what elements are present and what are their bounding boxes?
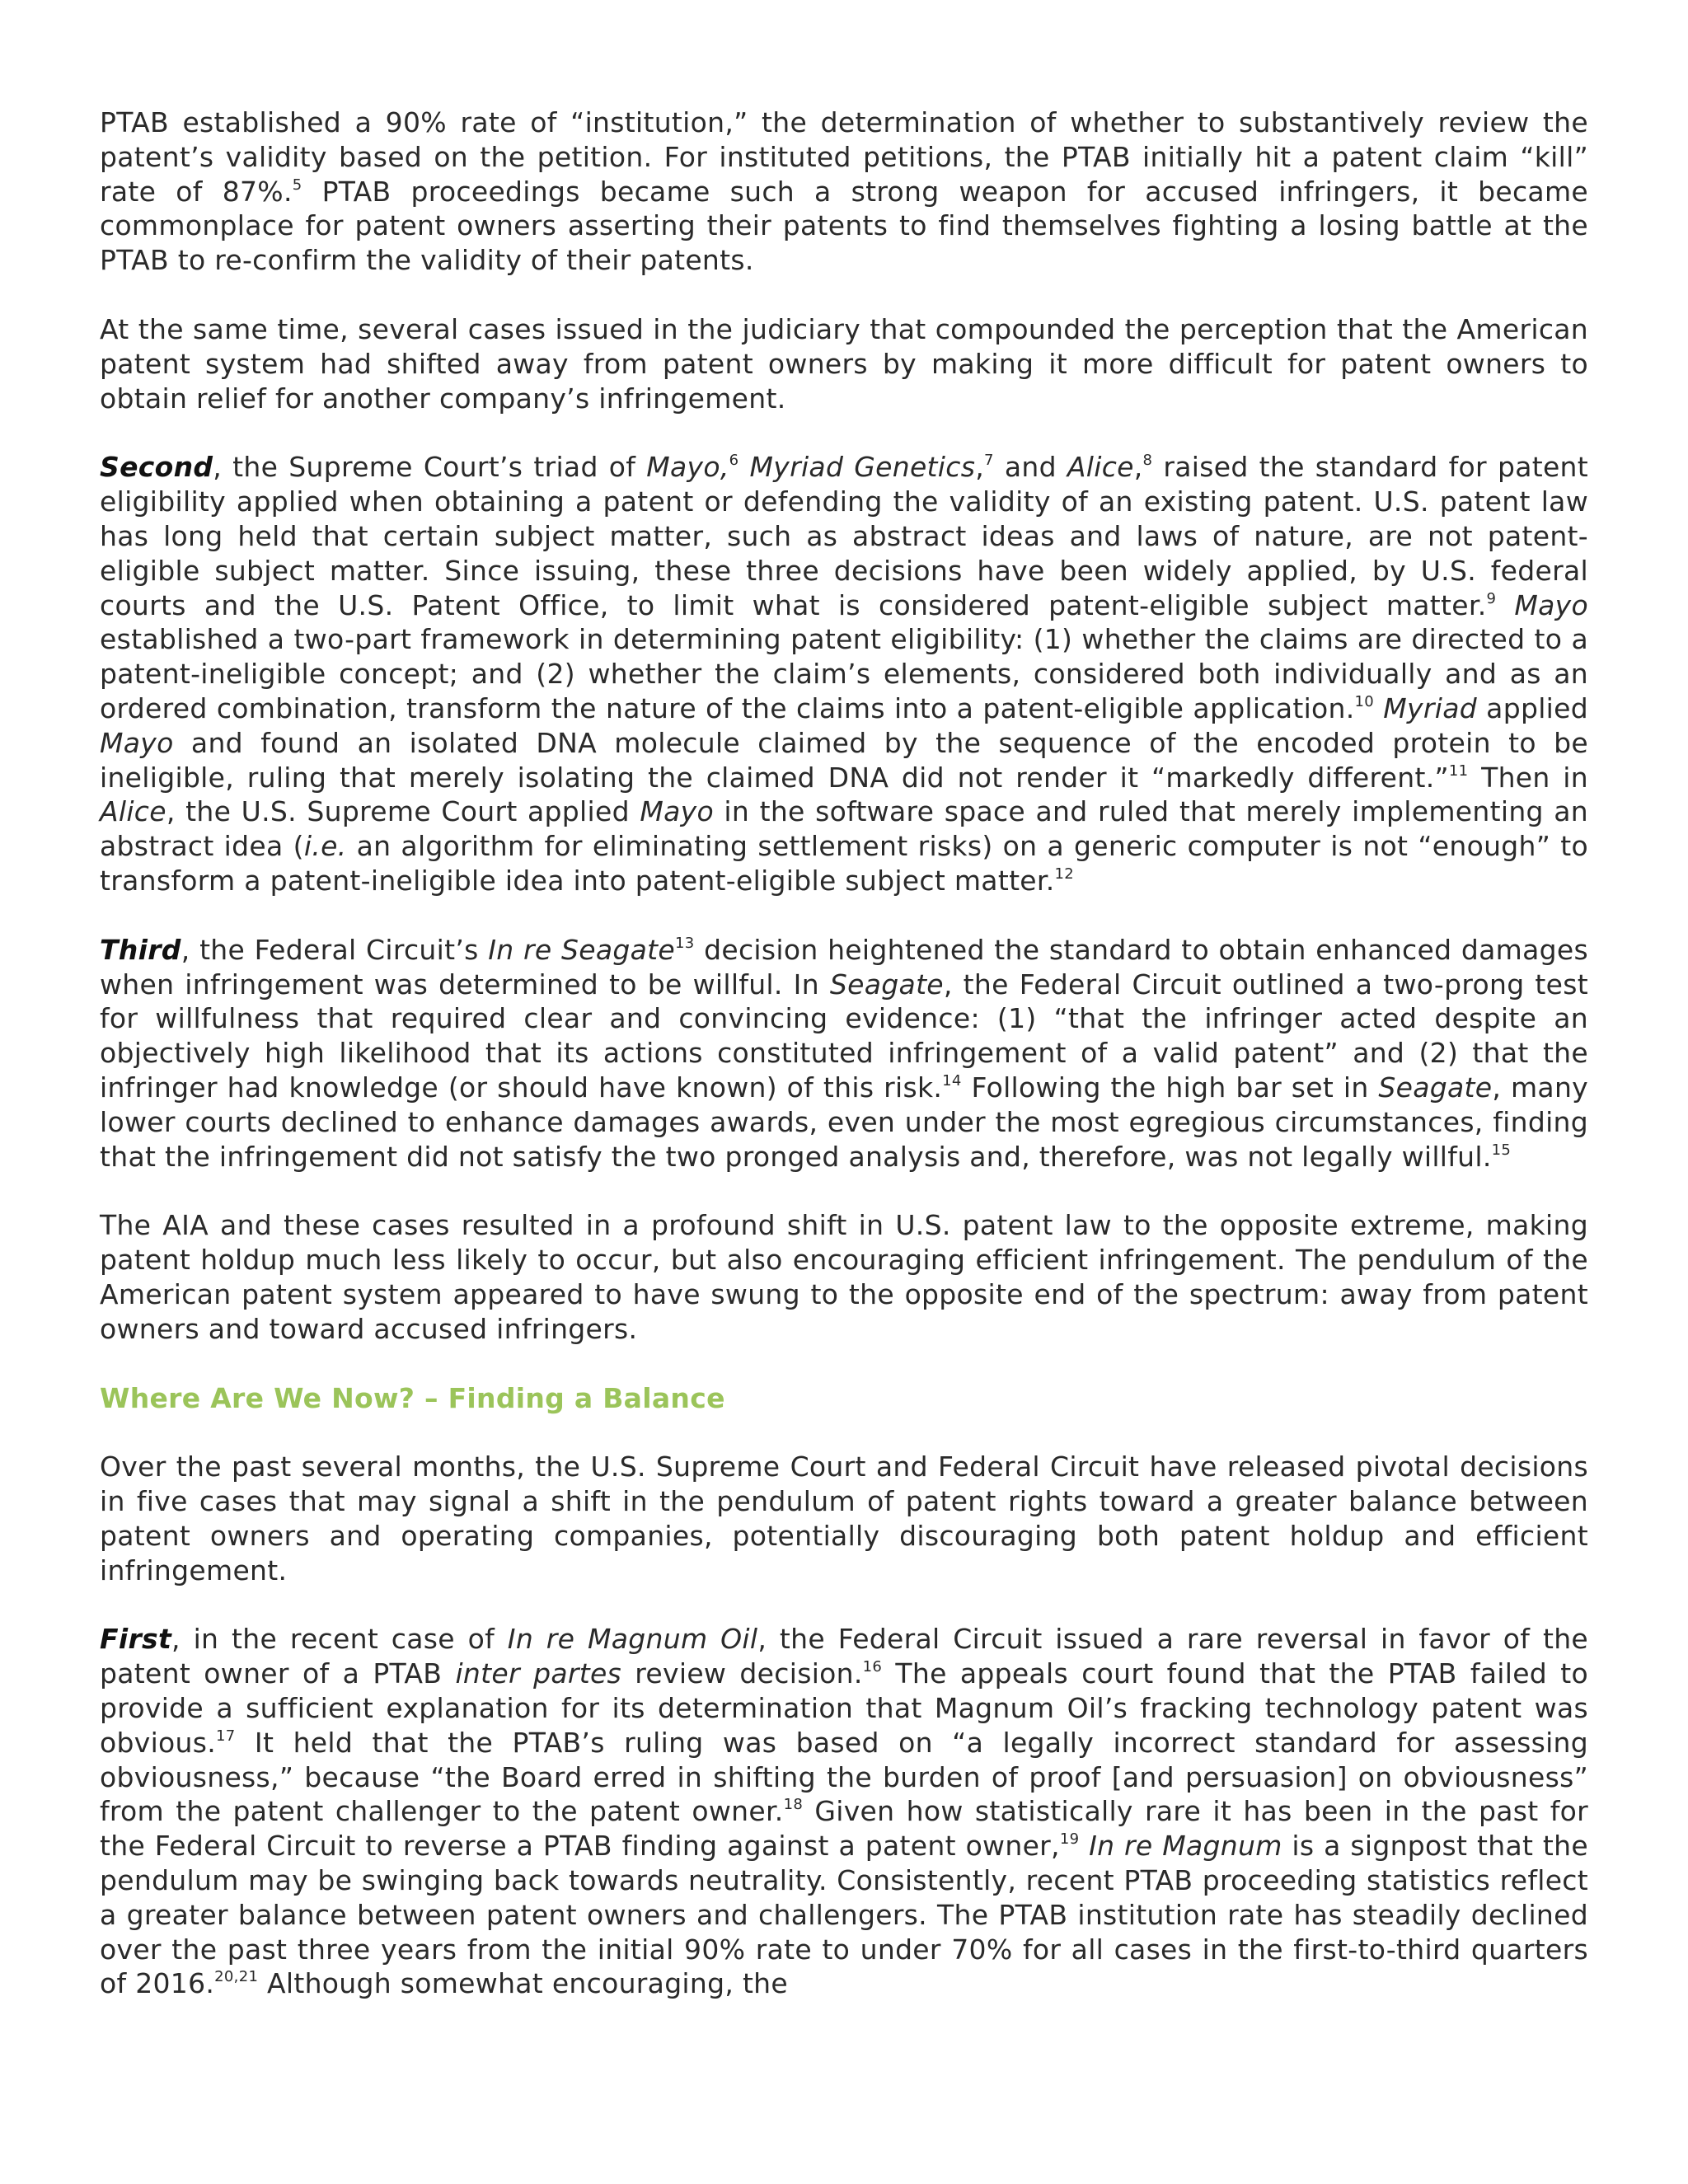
footnote-ref[interactable]: 15 xyxy=(1491,1141,1512,1159)
paragraph-second: Second, the Supreme Court’s triad of Mayo,$^6$ Myriad Genetics,$^7$ and Alice,$^8$ raised the standard for patent eligibility applied when obtaining a patent or defending the validity of an existing patent. U.S. patent law has long held that certain subject matter, such as abstract ideas and laws of nature, are not patent-eligible subject matter. Since issuing, these three decisions have been widely applied, by U.S. federal courts and the U.S. Patent Office, to limit what is considered patent-eligible subject matter.$^9$ Mayo established a two-part framework in determining patent eligibility: (1) whether the claims are directed to a patent-ineligible concept; and (2) whether the claim’s elements, considered both individually and as an ordered combination, transform the nature of the claims into a patent-eligible application.$^{10}$ Myriad applied Mayo and found an isolated DNA molecule claimed by the sequence of the encoded protein to be ineligible, ruling that merely isolating the claimed DNA did not render it “markedly different.”$^{11}$ Then in Alice, the U.S. Supreme Court applied Mayo in the software space and ruled that merely implementing an abstract idea (i.e. an algorithm for eliminating settlement risks) on a generic computer is not “enough” to transform a patent-ineligible idea into patent-eligible subject matter.$^{12}$ xyxy=(100,451,1589,897)
paragraph-first: First, in the recent case of In re Magnum Oil, the Federal Circuit issued a rare reversal in favor of the patent owner of a PTAB inter partes review decision.$^{16}$ The appeals court found that the PTAB failed to provide a sufficient explanation for its determination that Magnum Oil’s fracking technology patent was obvious.$^{17}$ It held that the PTAB’s ruling was based on “a legally incorrect standard for assessing obviousness,” because “the Board erred in shifting the burden of proof [and persuasion] on obviousness” from the patent challenger to the patent owner.$^{18}$ Given how statistically rare it has been in the past for the Federal Circuit to reverse a PTAB finding against a patent owner,$^{19}$ In re Magnum is a signpost that the pendulum may be swinging back towards neutrality. Consistently, recent PTAB proceeding statistics reflect a greater balance between patent owners and challengers. The PTAB institution rate has steadily declined over the past three years from the initial 90% rate to under 70% for all cases in the first-to-third quarters of 2016.$^{20,21}$ Although somewhat encouraging, the xyxy=(100,1623,1589,2000)
footnote-ref[interactable]: 19 xyxy=(1059,1830,1080,1849)
paragraph-aia-shift: The AIA and these cases resulted in a profound shift in U.S. patent law to the opposite extreme, making patent holdup much less likely to occur, but also encouraging efficient infringement. The pendulum of the American patent system appeared to have swung to the opposite end of the spectrum: away from patent owners and toward accused infringers. xyxy=(100,1209,1588,1345)
section-heading: Where Are We Now? – Finding a Balance xyxy=(100,1381,725,1414)
footnote-ref[interactable]: 20,21 xyxy=(214,1968,259,1986)
footnote-ref[interactable]: 9 xyxy=(1486,589,1497,607)
paragraph-five-cases: Over the past several months, the U.S. Supreme Court and Federal Circuit have released pivotal decisions in five cases that may signal a shift in the pendulum of patent rights toward a greater balance between patent owners and operating companies, potentially discouraging both patent holdup and efficient infringement. xyxy=(100,1451,1588,1586)
document-page xyxy=(100,105,1588,2036)
footnote-ref[interactable]: 10 xyxy=(1354,692,1375,710)
paragraph-lead: First xyxy=(100,1623,172,1656)
footnote-ref[interactable]: 18 xyxy=(783,1796,804,1814)
footnote-ref[interactable]: 17 xyxy=(216,1727,236,1745)
footnote-ref[interactable]: 6 xyxy=(729,452,739,470)
paragraph-third: Third, the Federal Circuit’s In re Seagate$^{13}$ decision heightened the standard to obtain enhanced damages when infringement was determined to be willful. In Seagate, the Federal Circuit outlined a two-prong test for willfulness that required clear and convincing evidence: (1) “that the infringer acted despite an objectively high likelihood that its actions constituted infringement of a valid patent” and (2) that the infringer had knowledge (or should have known) of this risk.$^{14}$ Following the high bar set in Seagate, many lower courts declined to enhance damages awards, even under the most egregious circumstances, finding that the infringement did not satisfy the two pronged analysis and, therefore, was not legally willful.$^{15}$ xyxy=(100,933,1589,1173)
footnote-ref[interactable]: 8 xyxy=(1142,452,1153,470)
paragraph-lead: Third xyxy=(100,933,181,966)
footnote-ref[interactable]: 14 xyxy=(942,1071,962,1090)
footnote-ref[interactable]: 5 xyxy=(292,176,302,194)
footnote-ref[interactable]: 16 xyxy=(862,1658,883,1676)
footnote-ref[interactable]: 13 xyxy=(675,934,695,952)
paragraph-ptab-institution: PTAB established a 90% rate of “institution,” the determination of whether to substantively review the patent’s validity based on the petition. For instituted petitions, the PTAB initially hit a patent claim “kill” rate of 87%.$^5$ PTAB proceedings became such a strong weapon for accused infringers, it became commonplace for patent owners asserting their patents to find themselves fighting a losing battle at the PTAB to re-confirm the validity of their patents. xyxy=(100,106,1589,277)
footnote-ref[interactable]: 7 xyxy=(984,452,994,470)
footnote-ref[interactable]: 11 xyxy=(1448,762,1469,780)
paragraph-lead: Second xyxy=(100,451,213,484)
paragraph-judiciary-cases: At the same time, several cases issued in the judiciary that compounded the perception that the American patent system had shifted away from patent owners by making it more difficult for patent owners to obtain relief for another company’s infringement. xyxy=(100,312,1588,415)
footnote-ref[interactable]: 12 xyxy=(1054,865,1075,883)
